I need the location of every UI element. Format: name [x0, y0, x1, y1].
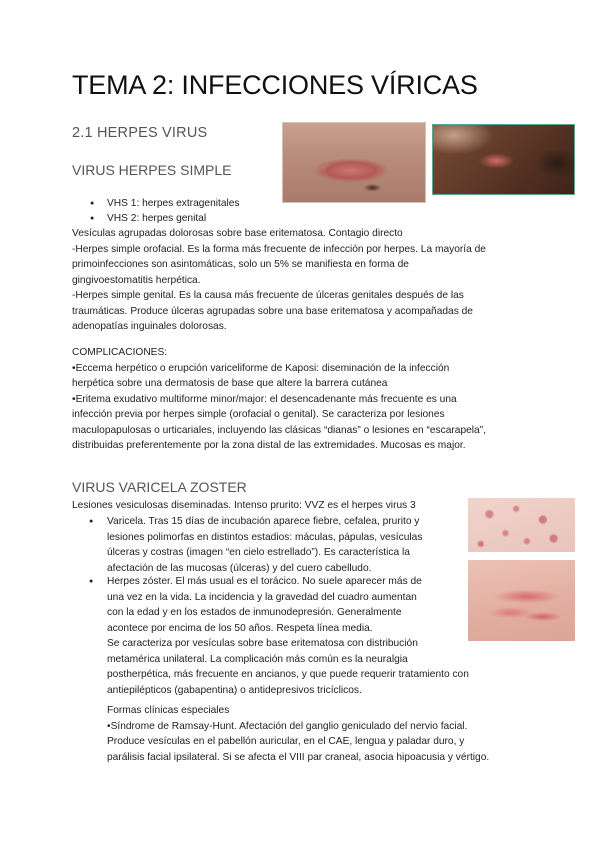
text-line: •Eccema herpético o erupción variceliforme de Kaposi: diseminación de la infección: [72, 362, 450, 374]
text-line: Herpes zóster. El más usual es el torácico. No suele aparecer más de: [107, 576, 422, 587]
vhs-type-list: [72, 196, 372, 226]
text-line: infección previa por herpes simple (orofacial o genital). Se caracteriza por lesiones: [72, 409, 445, 420]
text-line: adenopatías inguinales dolorosas.: [72, 321, 227, 332]
photo-herpes-genital: [432, 124, 575, 195]
text-line: Se caracteriza por vesículas sobre base eritematosa con distribución: [107, 638, 418, 649]
text-line: maculopapulosas o urticariales, incluyendo las clásicas “dianas” o lesiones en “escarapela”,: [72, 424, 486, 436]
page-title: TEMA 2: INFECCIONES VÍRICAS: [72, 70, 478, 100]
text-line: parálisis facial ipsilateral. Si se afecta el VIII par craneal, asocia hipoacusia y vértigo.: [107, 751, 490, 763]
text-line: afectación de las mucosas (úlceras) y del cuero cabelludo.: [107, 562, 372, 574]
text-line: herpética sobre una dermatosis de base que altere la barrera cutánea: [72, 378, 388, 389]
text-line: una vez en la vida. La incidencia y la gravedad del cuadro aumentan: [107, 591, 417, 603]
list-item: ● VHS 2: herpes genital: [72, 211, 372, 226]
text-line: con la edad y en los estados de inmunodepresión. Generalmente: [107, 607, 402, 618]
vhs-description: [72, 226, 542, 335]
subheading-virus-herpes-simple: VIRUS HERPES SIMPLE: [72, 162, 232, 178]
vvz-intro: Lesiones vesiculosas diseminadas. Intenso prurito: VVZ es el herpes virus 3: [72, 500, 416, 511]
text-line: Produce vesículas en el pabellón auricular, en el CAE, lengua y paladar duro, y: [107, 736, 465, 747]
text-line: •Síndrome de Ramsay-Hunt. Afectación del ganglio geniculado del nervio facial.: [107, 720, 468, 732]
text-line: distribuidas preferentemente por la zona distal de las extremidades. Mucosas es major.: [72, 440, 466, 451]
text-line: -Herpes simple orofacial. Es la forma más frecuente de infección por herpes. La mayoría de: [72, 243, 486, 255]
text-line: gingivoestomatitis herpética.: [72, 274, 201, 286]
varicela-item: ● Varicela. Tras 15 días de incubación aparece fiebre, cefalea, prurito y lesiones polimorfas en distintos estadios: máculas, pápulas, vesículas úlceras y costras (imagen “en cielo estrellado”). Es característica la afectación de las mucosas (úlceras) y del cuero cabelludo.: [90, 514, 460, 576]
text-line: Varicela. Tras 15 días de incubación aparece fiebre, cefalea, prurito y: [107, 516, 420, 527]
photo-herpes-labial: [282, 122, 426, 203]
text-line: úlceras y costras (imagen “en cielo estrellado”). Es característica la: [107, 547, 410, 558]
list-item: ● VHS 1: herpes extragenitales: [72, 196, 372, 211]
formas-heading: Formas clínicas especiales: [107, 705, 230, 716]
text-line: lesiones polimorfas en distintos estadios: máculas, pápulas, vesículas: [107, 531, 423, 543]
section-heading-herpes-virus: 2.1 HERPES VIRUS: [72, 125, 208, 141]
text-line: postherpética, más frecuente en ancianos, y que puede requerir tratamiento con: [107, 669, 469, 680]
text-line: metamérica unilateral. La complicación más común es la neuralgia: [107, 653, 408, 665]
text-line: •Eritema exudativo multiforme minor/major: el desencadenante más frecuente es una: [72, 393, 457, 405]
text-line: traumáticas. Produce úlceras agrupadas sobre una base eritematosa y acompañadas de: [72, 305, 473, 317]
photo-varicela: [468, 498, 575, 552]
complicaciones-block: [72, 345, 542, 454]
text-line: acontece por encima de los 50 años. Respeta línea media.: [107, 622, 373, 634]
zoster-item: ● Herpes zóster. El más usual es el torácico. No suele aparecer más de una vez en la vida. La incidencia y la gravedad del cuadro aumentan con la edad y en los estados de inmunodepresión. Generalmente acontece por encima de los 50 años. Respeta línea media. Se caracteriza por vesículas sobre base eritematosa con distribución metamérica unilateral. La complicación más común es la neuralgia postherpética, más frecuente en ancianos, y que puede requerir tratamiento con antiepilépticos (gabapentina) o antidepresivos tricíclicos.: [90, 574, 520, 698]
text-line: primoinfecciones son asintomáticas, solo un 5% se manifiesta en forma de: [72, 259, 409, 270]
text-line: antiepilépticos (gabapentina) o antidepresivos tricíclicos.: [107, 684, 362, 696]
formas-clinicas-block: [107, 703, 547, 765]
text-line: -Herpes simple genital. Es la causa más frecuente de úlceras genitales después de las: [72, 290, 464, 301]
subheading-virus-varicela-zoster: VIRUS VARICELA ZOSTER: [72, 479, 247, 495]
text-line: Vesículas agrupadas dolorosas sobre base eritematosa. Contagio directo: [72, 228, 403, 239]
complicaciones-heading: COMPLICACIONES:: [72, 347, 168, 358]
